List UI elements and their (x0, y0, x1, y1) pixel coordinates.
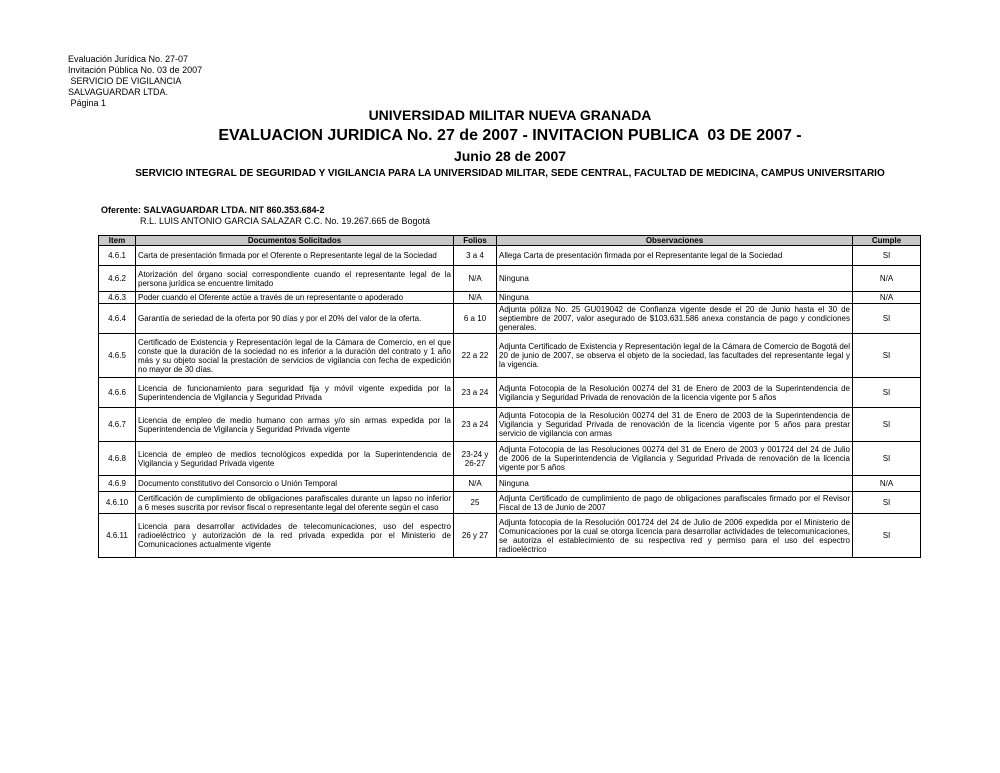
header-documents: Documentos Solicitados (136, 236, 454, 246)
header-service: SERVICIO DE VIGILANCIA (68, 76, 182, 86)
row-document: Licencia de funcionamiento para seguridad fija y móvil vigente expedida por la Superintendencia de Vigilancia y Seguridad Privada (136, 378, 454, 408)
header-invitation-number: Invitación Pública No. 03 de 2007 (68, 65, 203, 75)
row-folios: 23 a 24 (454, 408, 497, 442)
row-item: 4.6.1 (99, 246, 136, 266)
row-folios: 6 a 10 (454, 304, 497, 334)
row-document: Atorización del órgano social correspondiente cuando el representante legal de la persona jurídica se encuentre limitado (136, 266, 454, 292)
row-cumple: N/A (853, 266, 921, 292)
row-item: 4.6.2 (99, 266, 136, 292)
date-title: Junio 28 de 2007 (453, 148, 567, 164)
service-title: SERVICIO INTEGRAL DE SEGURIDAD Y VIGILANCIA PARA LA UNIVERSIDAD MILITAR, SEDE CENTRAL, FACULTAD DE MEDICINA, CAMPUS UNIVERSITARIO (135, 168, 885, 179)
evaluation-table (98, 235, 921, 558)
row-folios: 25 (454, 492, 497, 514)
table-row (99, 492, 921, 514)
oferente-block (101, 205, 430, 227)
row-cumple: N/A (853, 476, 921, 492)
row-observation: Adjunta Fotocopia de las Resoluciones 00274 del 31 de Enero de 2003 y 001724 del 24 de Julio de 2006 de la Superintendencia de Vigilancia y Seguridad Privada de renovación de la licencia vigente por 5 años (497, 442, 853, 476)
table-row (99, 378, 921, 408)
table-row (99, 292, 921, 304)
university-title: UNIVERSIDAD MILITAR NUEVA GRANADA (368, 107, 652, 123)
row-folios: N/A (454, 292, 497, 304)
row-folios: 3 a 4 (454, 246, 497, 266)
row-document: Certificado de Existencia y Representación legal de la Cámara de Comercio, en el que conste que la duración de la sociedad no es inferior a la duración del contrato y 1 año más y su objeto social la prestación de servicios de vigilancia con fecha de expedición no mayor de 30 días. (136, 334, 454, 378)
row-observation: Adjunta fotocopia de la Resolución 001724 del 24 de Julio de 2006 expedida por el Ministerio de Comunicaciones por la cual se otorga licencia para desarrollar actividades de telecomunicaciones, se autoriza el establecimiento de su respectiva red y permiso para el uso del espectro radioeléctrico (497, 514, 853, 558)
row-cumple: SI (853, 514, 921, 558)
row-item: 4.6.11 (99, 514, 136, 558)
row-observation: Adjunta Fotocopia de la Resolución 00274 del 31 de Enero de 2003 de la Superintendencia de Vigilancia y Seguridad Privada de renovación de la licencia vigente por 5 años (497, 378, 853, 408)
table-row (99, 266, 921, 292)
row-observation: Adjunta Certificado de Existencia y Representación legal de la Cámara de Comercio de Bogotá del 20 de junio de 2007, se observa el objeto de la sociedad, las facultades del representante legal y la vigencia. (497, 334, 853, 378)
row-document: Certificación de cumplimiento de obligaciones parafiscales durante un lapso no inferior a 6 meses suscrita por revisor fiscal o representante legal del oferente según el caso (136, 492, 454, 514)
table-row (99, 246, 921, 266)
table-row (99, 442, 921, 476)
legal-representative: R.L. LUIS ANTONIO GARCIA SALAZAR C.C. No. 19.267.665 de Bogotá (140, 216, 430, 226)
row-observation: Allega Carta de presentación firmada por el Representante legal de la Sociedad (497, 246, 853, 266)
row-folios: 26 y 27 (454, 514, 497, 558)
row-cumple: SI (853, 378, 921, 408)
row-document: Licencia de empleo de medio humano con armas y/o sin armas expedida por la Superintendencia de Vigilancia y Seguridad Privada vigente (136, 408, 454, 442)
row-item: 4.6.6 (99, 378, 136, 408)
row-observation: Adjunta póliza No. 25 GU019042 de Confianza vigente desde el 20 de Junio hasta el 30 de septiembre de 2007, valor asegurado de $103.631.586 anexa constancia de pago y condiciones generales. (497, 304, 853, 334)
row-cumple: SI (853, 304, 921, 334)
row-item: 4.6.4 (99, 304, 136, 334)
row-cumple: N/A (853, 292, 921, 304)
oferente-name: Oferente: SALVAGUARDAR LTDA. NIT 860.353.684-2 (101, 205, 325, 215)
row-document: Garantía de seriedad de la oferta por 90 días y por el 20% del valor de la oferta. (136, 304, 454, 334)
row-folios: 22 a 22 (454, 334, 497, 378)
row-cumple: SI (853, 442, 921, 476)
row-cumple: SI (853, 492, 921, 514)
row-cumple: SI (853, 246, 921, 266)
row-document: Poder cuando el Oferente actúe a través de un representante o apoderado (136, 292, 454, 304)
header-cumple: Cumple (853, 236, 921, 246)
document-titles (0, 106, 1000, 180)
page-header (68, 54, 202, 109)
header-item: Item (99, 236, 136, 246)
row-item: 4.6.9 (99, 476, 136, 492)
row-cumple: SI (853, 334, 921, 378)
row-observation: Adjunta Fotocopia de la Resolución 00274 del 31 de Enero de 2003 de la Superintendencia de Vigilancia y Seguridad Privada de renovación de la licencia vigente por 5 años para prestar servicio de vigilancia con armas (497, 408, 853, 442)
row-observation: Ninguna (497, 292, 853, 304)
row-folios: 23-24 y 26-27 (454, 442, 497, 476)
row-observation: Ninguna (497, 266, 853, 292)
row-item: 4.6.5 (99, 334, 136, 378)
header-evaluation-number: Evaluación Jurídica No. 27-07 (68, 54, 189, 64)
header-page-number: Página 1 (68, 98, 107, 108)
row-folios: N/A (454, 266, 497, 292)
table-body (99, 246, 921, 558)
row-item: 4.6.7 (99, 408, 136, 442)
row-item: 4.6.3 (99, 292, 136, 304)
header-company: SALVAGUARDAR LTDA. (68, 87, 169, 97)
row-folios: N/A (454, 476, 497, 492)
row-cumple: SI (853, 408, 921, 442)
row-folios: 23 a 24 (454, 378, 497, 408)
row-document: Documento constitutivo del Consorcio o Unión Temporal (136, 476, 454, 492)
row-observation: Ninguna (497, 476, 853, 492)
row-document: Licencia de empleo de medios tecnológicos expedida por la Superintendencia de Vigilancia y Seguridad Privada vigente (136, 442, 454, 476)
row-document: Carta de presentación firmada por el Oferente o Representante legal de la Sociedad (136, 246, 454, 266)
table-header-row (99, 236, 921, 246)
table-row (99, 476, 921, 492)
header-observations: Observaciones (497, 236, 853, 246)
row-item: 4.6.8 (99, 442, 136, 476)
table-row (99, 514, 921, 558)
row-document: Licencia para desarrollar actividades de telecomunicaciones, uso del espectro radioeléctrico y autorización de la red privada expedida por el Ministerio de Comunicaciones actualmente vigente (136, 514, 454, 558)
row-observation: Adjunta Certificado de cumplimiento de pago de obligaciones parafiscales firmado por el Revisor Fiscal de 13 de Junio de 2007 (497, 492, 853, 514)
header-folios: Folios (454, 236, 497, 246)
table-row (99, 334, 921, 378)
table-row (99, 304, 921, 334)
table-row (99, 408, 921, 442)
row-item: 4.6.10 (99, 492, 136, 514)
evaluation-title: EVALUACION JURIDICA No. 27 de 2007 - INVITACION PUBLICA 03 DE 2007 - (218, 127, 802, 144)
